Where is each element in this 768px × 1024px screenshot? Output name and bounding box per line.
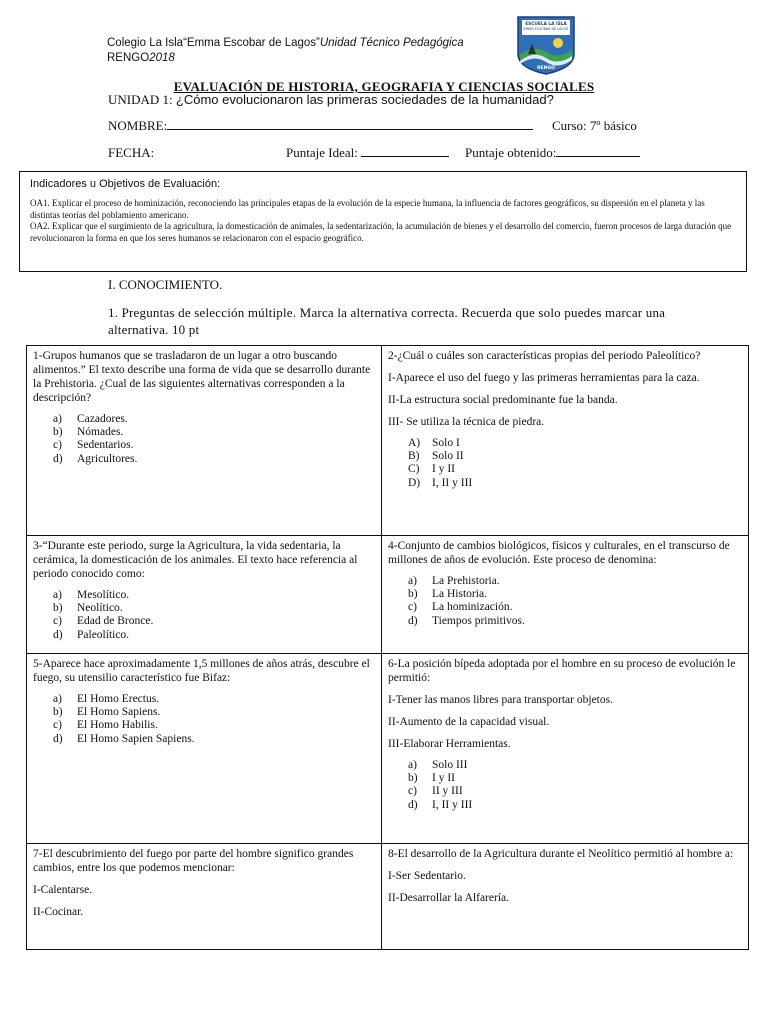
svg-text:EMMA ESCOBAR DE LAGOS: EMMA ESCOBAR DE LAGOS [523,27,569,31]
puntaje-ideal-field[interactable] [361,145,449,157]
instructions: 1. Preguntas de selección múltiple. Marca la alternativa correcta. Recuerda que solo puedes marcar una alternativa. 10 pt [108,305,666,337]
school-logo [514,14,578,76]
objective-oa2: OA2. Explicar que el surgimiento de la agricultura, la domesticación de animales, la sedentarización, la acumulación de bienes y el desarrollo del comercio, fueron procesos de larga duración que revolucionaron la forma en que los seres humanos se relacionaron con el espacio geográfico. [30,221,732,243]
question-4 [382,536,749,654]
nombre-label: NOMBRE: [108,118,168,133]
option[interactable]: a) Mesolítico. [53,589,130,601]
option[interactable]: c) Sedentarios. [53,439,134,452]
statement: I-Tener las manos libres para transportar objetos. [388,694,613,706]
unit-line [108,92,554,108]
objective-oa1: OA1. Explicar el proceso de hominización, reconociendo las principales etapas de la evolución de la especie humana, la influencia de factores geográficos, su dispersión en el planeta y las distintas teorías del poblamiento americano. [30,198,705,220]
question-stem: 5-Aparece hace aproximadamente 1,5 millones de años atrás, descubre el fuego, su utensilio característico fue Bifaz: [33,658,370,684]
puntaje-ideal-label: Puntaje Ideal: [286,145,358,160]
question-stem: 2-¿Cuál o cuáles son características propias del periodo Paleolítico? [388,350,701,362]
statement: I-Ser Sedentario. [388,870,466,882]
city: RENGO [107,52,150,64]
option[interactable]: d) Agricultores. [53,452,138,465]
options-list [33,693,375,746]
options-list [388,437,742,490]
statement: II-Aumento de la capacidad visual. [388,716,550,728]
statement: I-Calentarse. [33,884,93,896]
question-5 [27,654,382,844]
questions-table [26,345,749,950]
svg-text:RENGO: RENGO [537,66,555,71]
option[interactable]: A) Solo I [408,437,460,449]
section-title: I. CONOCIMIENTO. [108,277,223,292]
objectives-box [19,171,747,272]
statement: III- Se utiliza la técnica de piedra. [388,416,545,428]
nombre-row [108,118,533,134]
curso-label: Curso: 7º básico [552,118,637,133]
option[interactable]: b) Neolítico. [53,602,123,615]
option[interactable]: c) II y III [408,785,463,798]
option[interactable]: d) I, II y III [408,798,473,811]
option[interactable]: b) Nómades. [53,426,124,439]
question-stem: 3-“Durante este periodo, surge la Agricultura, la vida sedentaria, la cerámica, la domesticación de los animales. El texto hace referencia al periodo conocido como: [33,540,358,580]
puntaje-obtenido-field[interactable] [556,145,640,157]
option[interactable]: a) La Prehistoria. [408,575,500,587]
school-unit: Unidad Técnico Pedagógica [319,37,464,49]
statement: II-Desarrollar la Alfarería. [388,892,509,904]
puntaje-obtenido-label: Puntaje obtenido: [465,145,557,160]
options-list [388,575,742,628]
school-header [107,36,464,66]
option[interactable]: d) Paleolítico. [53,628,130,641]
nombre-field[interactable] [167,118,533,130]
question-7 [27,844,382,950]
option[interactable]: a) Cazadores. [53,413,128,425]
options-list [33,589,375,642]
objectives-heading: Indicadores u Objetivos de Evaluación: [30,178,221,190]
unit-label: UNIDAD 1: [108,92,173,107]
question-stem: 6-La posición bípeda adoptada por el hombre en su proceso de evolución le permitió: [388,658,736,684]
year: 2018 [149,52,175,64]
school-name: Colegio La Isla“Emma Escobar de Lagos” [107,37,320,49]
question-2 [382,346,749,536]
fecha-label: FECHA: [108,145,155,160]
statement: III-Elaborar Herramientas. [388,738,511,750]
question-stem: 7-El descubrimiento del fuego por parte del hombre significo grandes cambios, entre los que podemos mencionar: [33,848,354,874]
statement: II-Cocinar. [33,906,84,918]
option[interactable]: B) Solo II [408,450,464,463]
question-1 [27,346,382,536]
question-stem: 8-El desarrollo de la Agricultura durante el Neolítico permitió al hombre a: [388,848,734,860]
option[interactable]: b) La Historia. [408,588,487,601]
option[interactable]: D) I, II y III [408,476,473,489]
option[interactable]: a) El Homo Erectus. [53,693,160,705]
option[interactable]: c) La hominización. [408,601,513,614]
page-title: EVALUACIÓN DE HISTORIA, GEOGRAFIA Y CIENCIAS SOCIALES [173,79,595,94]
unit-question: ¿Cómo evolucionaron las primeras sociedades de la humanidad? [175,92,554,107]
question-6 [382,654,749,844]
option[interactable]: c) Edad de Bronce. [53,615,154,628]
option[interactable]: c) El Homo Habilis. [53,719,158,732]
question-8 [382,844,749,950]
svg-text:ESCUELA LA ISLA: ESCUELA LA ISLA [525,22,567,27]
option[interactable]: b) I y II [408,772,455,785]
option[interactable]: d) El Homo Sapien Sapiens. [53,732,195,745]
puntaje-obtenido-row [465,145,640,161]
options-list [33,413,375,466]
option[interactable]: C) I y II [408,463,455,476]
statement: I-Aparece el uso del fuego y las primeras herramientas para la caza. [388,372,700,384]
option[interactable]: b) El Homo Sapiens. [53,706,161,719]
question-3 [27,536,382,654]
statement: II-La estructura social predominante fue la banda. [388,394,618,406]
question-stem: 4-Conjunto de cambios biológicos, físicos y culturales, en el transcurso de millones de años de evolución. Este proceso de denomina: [388,540,730,566]
option[interactable]: d) Tiempos primitivos. [408,614,525,627]
question-stem: 1-Grupos humanos que se trasladaron de un lugar a otro buscando alimentos.” El texto describe una forma de vida que se desarrollo durante la Prehistoria. ¿Cual de las siguientes alternativas corresponden a la descripción? [33,350,371,404]
puntaje-ideal-row [286,145,449,161]
option[interactable]: a) Solo III [408,759,468,771]
options-list [388,759,742,812]
